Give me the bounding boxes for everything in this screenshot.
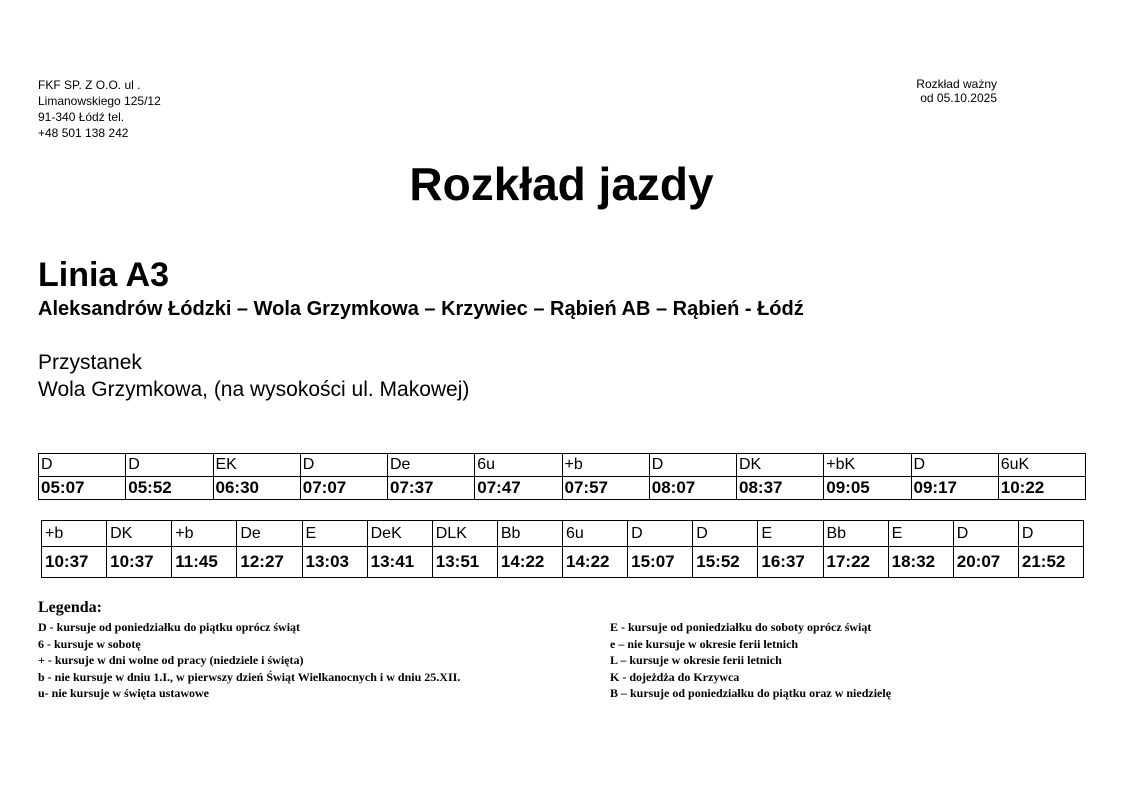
company-line: +48 501 138 242: [38, 126, 129, 140]
course-code: EK: [213, 454, 300, 477]
departure-time: 09:05: [824, 477, 911, 500]
course-code: DK: [737, 454, 824, 477]
timetable-row-2: [41, 520, 1084, 578]
departure-time: 16:37: [758, 547, 823, 578]
course-code: D: [39, 454, 126, 477]
course-code: 6uK: [998, 454, 1085, 477]
course-code: +bK: [824, 454, 911, 477]
validity-line: od 05.10.2025: [920, 91, 997, 105]
departure-time: 07:37: [388, 477, 475, 500]
departure-time: 08:37: [737, 477, 824, 500]
validity-info: [916, 77, 997, 105]
departure-time: 12:27: [237, 547, 302, 578]
departure-time: 05:52: [126, 477, 213, 500]
legend-item: + - kursuje w dni wolne od pracy (niedziele i święta): [38, 653, 304, 667]
departure-time: 14:22: [563, 547, 628, 578]
legend-item: K - dojeżdża do Krzywca: [610, 669, 740, 684]
course-code: +b: [42, 521, 107, 547]
course-code: 6u: [563, 521, 628, 547]
course-code: D: [693, 521, 758, 547]
course-code: D: [628, 521, 693, 547]
departure-time: 06:30: [213, 477, 300, 500]
legend-title: Legenda:: [38, 599, 102, 616]
departure-time: 08:07: [649, 477, 736, 500]
validity-line: Rozkład ważny: [916, 77, 997, 91]
company-line: FKF SP. Z O.O. ul .: [38, 78, 141, 92]
departure-time: 05:07: [39, 477, 126, 500]
legend-left: [38, 619, 460, 702]
course-code: E: [888, 521, 953, 547]
legend-right: [610, 619, 891, 702]
legend-item: E - kursuje od poniedziałku do soboty oprócz świąt: [610, 620, 872, 634]
times-row: [39, 477, 1086, 500]
line-name: Linia A3: [38, 256, 169, 294]
course-code: +b: [562, 454, 649, 477]
departure-time: 15:07: [628, 547, 693, 578]
course-code: D: [953, 521, 1018, 547]
departure-time: 11:45: [172, 547, 237, 578]
codes-row: [42, 521, 1084, 547]
line-route: Aleksandrów Łódzki – Wola Grzymkowa – Krzywiec – Rąbień AB – Rąbień - Łódź: [38, 298, 804, 320]
course-code: D: [1018, 521, 1083, 547]
course-code: De: [237, 521, 302, 547]
legend-item: b - nie kursuje w dniu 1.I., w pierwszy dzień Świąt Wielkanocnych i w dniu 25.XII.: [38, 669, 461, 684]
course-code: Bb: [497, 521, 562, 547]
course-code: DLK: [432, 521, 497, 547]
course-code: E: [758, 521, 823, 547]
departure-time: 14:22: [497, 547, 562, 578]
departure-time: 10:37: [42, 547, 107, 578]
departure-time: 07:57: [562, 477, 649, 500]
legend-item: L – kursuje w okresie ferii letnich: [610, 653, 782, 667]
course-code: +b: [172, 521, 237, 547]
course-code: E: [302, 521, 367, 547]
departure-time: 10:37: [107, 547, 172, 578]
departure-time: 07:47: [475, 477, 562, 500]
legend-item: 6 - kursuje w sobotę: [38, 636, 141, 651]
departure-time: 18:32: [888, 547, 953, 578]
timetable-row-1: [38, 453, 1086, 500]
page-title: Rozkład jazdy: [409, 158, 714, 210]
stop-label: Przystanek: [38, 351, 142, 374]
departure-time: 07:07: [300, 477, 387, 500]
legend-item: u- nie kursuje w święta ustawowe: [38, 686, 209, 700]
departure-time: 20:07: [953, 547, 1018, 578]
departure-time: 10:22: [998, 477, 1085, 500]
departure-time: 13:51: [432, 547, 497, 578]
departure-time: 17:22: [823, 547, 888, 578]
course-code: D: [300, 454, 387, 477]
departure-time: 15:52: [693, 547, 758, 578]
codes-row: [39, 454, 1086, 477]
course-code: D: [126, 454, 213, 477]
times-row: [42, 547, 1084, 578]
course-code: Bb: [823, 521, 888, 547]
departure-time: 13:41: [367, 547, 432, 578]
course-code: 6u: [475, 454, 562, 477]
legend-item: D - kursuje od poniedziałku do piątku oprócz świąt: [38, 620, 301, 634]
departure-time: 13:03: [302, 547, 367, 578]
course-code: D: [649, 454, 736, 477]
departure-time: 21:52: [1018, 547, 1083, 578]
course-code: De: [388, 454, 475, 477]
company-line: Limanowskiego 125/12: [38, 94, 161, 108]
stop-name: Wola Grzymkowa, (na wysokości ul. Makowej): [38, 378, 470, 401]
course-code: DK: [107, 521, 172, 547]
course-code: D: [911, 454, 998, 477]
company-line: 91-340 Łódź tel.: [38, 110, 125, 124]
course-code: DeK: [367, 521, 432, 547]
departure-time: 09:17: [911, 477, 998, 500]
legend-item: B – kursuje od poniedziałku do piątku oraz w niedzielę: [610, 686, 892, 700]
legend-item: e – nie kursuje w okresie ferii letnich: [610, 636, 799, 651]
company-info: [38, 77, 161, 141]
